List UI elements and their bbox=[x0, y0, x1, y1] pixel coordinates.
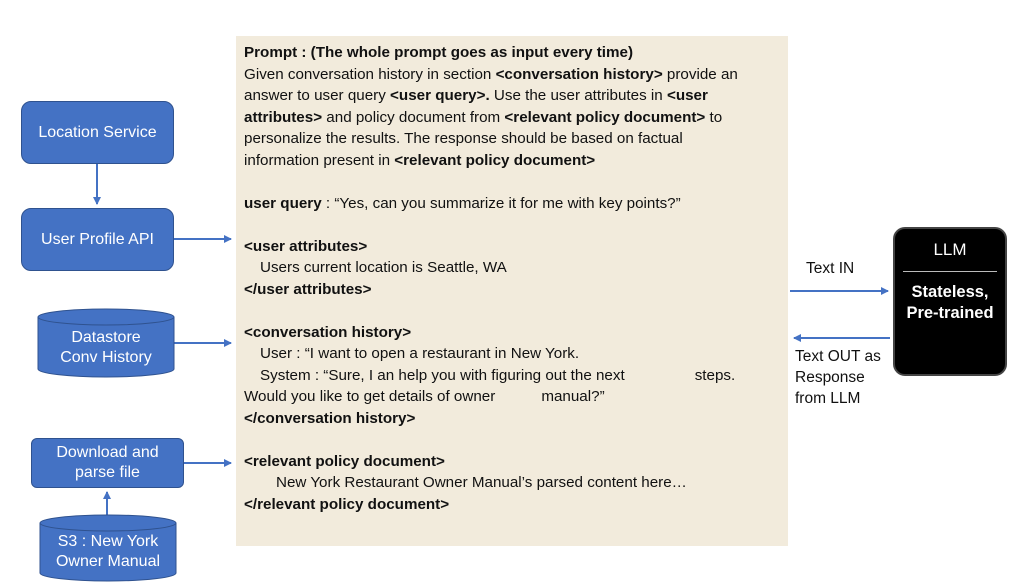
location-service-label: Location Service bbox=[38, 123, 157, 141]
datastore-label-1: Datastore bbox=[71, 329, 141, 346]
datastore-cylinder bbox=[37, 308, 175, 378]
s3-label-2: Owner Manual bbox=[55, 553, 161, 570]
llm-box bbox=[893, 227, 1007, 376]
conversation-system-line: System : “Sure, I an help you with figuring out the next steps. bbox=[260, 366, 736, 384]
llm-subtitle-2: Pre-trained bbox=[906, 304, 994, 322]
download-parse-label-1: Download and bbox=[56, 444, 159, 461]
text-out-line-3: from LLM bbox=[795, 390, 861, 407]
prompt-intro-line-2: answer to user query <user query>. Use the user attributes in <user bbox=[244, 87, 708, 104]
download-parse-box bbox=[31, 438, 184, 488]
s3-cylinder bbox=[39, 514, 177, 582]
prompt-intro-line-1: Given conversation history in section <conversation history> provide an bbox=[244, 65, 738, 83]
text-out-label bbox=[795, 346, 881, 409]
llm-divider bbox=[903, 271, 997, 272]
policy-document-close-tag: </relevant policy document> bbox=[244, 495, 450, 513]
prompt-intro-line-5: information present in <relevant policy document> bbox=[244, 151, 596, 169]
s3-label-1: S3 : New York bbox=[57, 533, 159, 550]
llm-subtitle-1: Stateless, bbox=[911, 283, 989, 301]
prompt-intro-line-3: attributes> and policy document from <relevant policy document> to bbox=[244, 108, 723, 126]
user-attributes-close-tag: </user attributes> bbox=[244, 280, 372, 298]
conversation-history-open-tag: <conversation history> bbox=[244, 323, 412, 341]
policy-document-text: New York Restaurant Owner Manual’s parsed content here… bbox=[276, 474, 687, 491]
location-service-box bbox=[21, 101, 174, 164]
prompt-heading: Prompt : (The whole prompt goes as input every time) bbox=[244, 44, 634, 61]
datastore-label-2: Conv History bbox=[60, 349, 152, 366]
prompt-document bbox=[236, 36, 788, 546]
user-attributes-open-tag: <user attributes> bbox=[244, 237, 368, 255]
download-parse-label-2: parse file bbox=[75, 464, 140, 481]
conversation-wrap-line: Would you like to get details of owner manual?” bbox=[244, 388, 605, 405]
text-out-line-1: Text OUT as bbox=[795, 348, 881, 365]
user-profile-api-box bbox=[21, 208, 174, 271]
conversation-history-close-tag: </conversation history> bbox=[244, 409, 416, 427]
llm-title: LLM bbox=[933, 240, 967, 259]
user-query-line: user query : “Yes, can you summarize it for me with key points?” bbox=[244, 194, 681, 212]
text-out-line-2: Response bbox=[795, 369, 865, 386]
user-attributes-text: Users current location is Seattle, WA bbox=[260, 259, 507, 276]
user-profile-api-label: User Profile API bbox=[41, 230, 154, 248]
prompt-intro-line-4: personalize the results. The response should be based on factual bbox=[244, 130, 683, 147]
policy-document-open-tag: <relevant policy document> bbox=[244, 452, 445, 470]
conversation-user-line: User : “I want to open a restaurant in New York. bbox=[260, 345, 580, 362]
text-in-label: Text IN bbox=[806, 260, 855, 277]
